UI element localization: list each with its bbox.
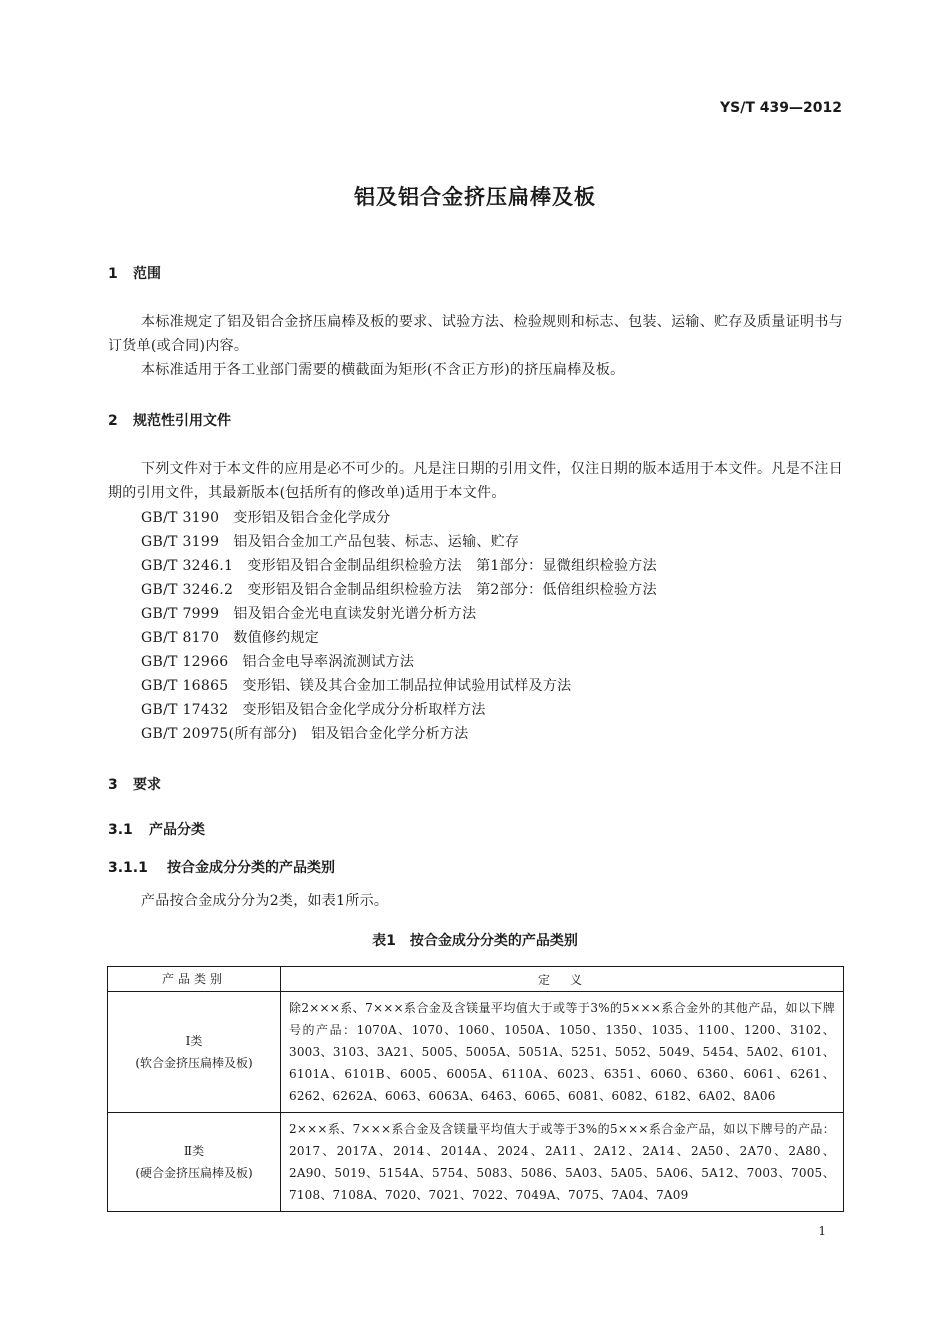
section-1-title: 范围 bbox=[133, 266, 161, 282]
section-1-paragraph-2: 本标准适用于各工业部门需要的横截面为矩形(不含正方形)的挤压扁棒及板。 bbox=[141, 362, 625, 378]
product-class-table bbox=[107, 966, 844, 1212]
section-3-heading bbox=[108, 774, 161, 794]
section-2-intro: 下列文件对于本文件的应用是必不可少的。凡是注日期的引用文件，仅注日期的版本适用于本文件。凡是不注日期的引用文件，其最新版本(包括所有的修改单)适用于本文件。 bbox=[108, 461, 843, 501]
reference-title: 数值修约规定 bbox=[233, 630, 320, 646]
reference-title: 变形铝及铝合金制品组织检验方法 第1部分：显微组织检验方法 bbox=[247, 558, 657, 574]
reference-title: 变形铝、镁及其合金加工制品拉伸试验用试样及方法 bbox=[242, 678, 572, 694]
section-1-paragraph-1: 本标准规定了铝及铝合金挤压扁棒及板的要求、试验方法、检验规则和标志、包装、运输、贮存及质量证明书与订货单(或合同)内容。 bbox=[108, 314, 843, 354]
section-3-1-heading bbox=[108, 819, 205, 839]
reference-title: 铝及铝合金加工产品包装、标志、运输、贮存 bbox=[233, 534, 520, 550]
section-1-number: 1 bbox=[108, 266, 118, 282]
normative-reference-list bbox=[141, 506, 841, 746]
reference-item bbox=[141, 578, 841, 602]
table-row bbox=[108, 992, 844, 1113]
section-2-number: 2 bbox=[108, 413, 118, 429]
section-3-1-1-number: 3.1.1 bbox=[108, 860, 148, 876]
section-2-heading bbox=[108, 410, 231, 430]
class-description: (硬合金挤压扁棒及板) bbox=[135, 1166, 253, 1180]
class-name: Ⅱ类 bbox=[183, 1144, 205, 1158]
reference-item bbox=[141, 506, 841, 530]
reference-item bbox=[141, 602, 841, 626]
section-1-heading bbox=[108, 263, 161, 283]
section-3-1-title: 产品分类 bbox=[149, 822, 205, 838]
reference-title: 铝及铝合金光电直读发射光谱分析方法 bbox=[233, 606, 477, 622]
reference-code: GB/T 17432 bbox=[141, 702, 229, 718]
section-3-1-1-text: 产品按合金成分分为2类，如表1所示。 bbox=[141, 893, 389, 909]
section-3-1-1-heading bbox=[108, 857, 335, 877]
class-name: Ⅰ类 bbox=[185, 1034, 203, 1048]
standard-number: YS/T 439—2012 bbox=[720, 100, 842, 116]
table-row bbox=[108, 1113, 844, 1212]
table-header-row bbox=[108, 967, 844, 992]
section-3-number: 3 bbox=[108, 777, 118, 793]
reference-item bbox=[141, 698, 841, 722]
class-cell bbox=[108, 992, 281, 1113]
reference-code: GB/T 7999 bbox=[141, 606, 220, 622]
reference-item bbox=[141, 554, 841, 578]
reference-item bbox=[141, 650, 841, 674]
document-title: 铝及铝合金挤压扁棒及板 bbox=[354, 185, 596, 209]
reference-code: GB/T 3199 bbox=[141, 534, 220, 550]
reference-item bbox=[141, 722, 841, 746]
reference-code: GB/T 16865 bbox=[141, 678, 229, 694]
reference-title: 铝合金电导率涡流测试方法 bbox=[242, 654, 415, 670]
class-cell bbox=[108, 1113, 281, 1212]
definition-cell: 除2×××系、7×××系合金及含镁量平均值大于或等于3%的5×××系合金外的其他产品，如以下牌号的产品：1070A、1070、1060、1050A、1050、1350、1035、1100、1200、3102、3003、3103、3A21、5005、5005A、5051A、5251、5052、5049、5454、5A02、6101、6101A、6101B、6005、6005A、6110A、6023、6351、6060、6360、6061、6261、6262、6262A、6063、6063A、6463、6065、6081、6082、6182、6A02、8A06 bbox=[281, 992, 844, 1113]
section-3-1-number: 3.1 bbox=[108, 822, 133, 838]
section-3-1-1-title: 按合金成分分类的产品类别 bbox=[167, 860, 335, 876]
reference-code: GB/T 3246.2 bbox=[141, 582, 234, 598]
reference-item bbox=[141, 674, 841, 698]
reference-title: 铝及铝合金化学分析方法 bbox=[311, 726, 469, 742]
header-product-class: 产品类别 bbox=[108, 967, 281, 992]
reference-title: 变形铝及铝合金化学成分 bbox=[233, 510, 391, 526]
page-number: 1 bbox=[818, 1224, 826, 1238]
reference-title: 变形铝及铝合金化学成分分析取样方法 bbox=[242, 702, 486, 718]
section-3-title: 要求 bbox=[133, 777, 161, 793]
reference-title: 变形铝及铝合金制品组织检验方法 第2部分：低倍组织检验方法 bbox=[247, 582, 657, 598]
class-description: (软合金挤压扁棒及板) bbox=[135, 1056, 253, 1070]
reference-item bbox=[141, 626, 841, 650]
header-definition: 定 义 bbox=[281, 967, 844, 992]
reference-code: GB/T 3246.1 bbox=[141, 558, 234, 574]
reference-code: GB/T 20975(所有部分) bbox=[141, 726, 298, 742]
reference-code: GB/T 8170 bbox=[141, 630, 220, 646]
table-1-caption: 表1 按合金成分分类的产品类别 bbox=[372, 933, 578, 949]
reference-code: GB/T 12966 bbox=[141, 654, 229, 670]
reference-item bbox=[141, 530, 841, 554]
section-2-title: 规范性引用文件 bbox=[133, 413, 231, 429]
reference-code: GB/T 3190 bbox=[141, 510, 220, 526]
definition-cell: 2×××系、7×××系合金及含镁量平均值大于或等于3%的5×××系合金产品，如以下牌号的产品：2017、2017A、2014、2014A、2024、2A11、2A12、2A14、2A50、2A70、2A80、2A90、5019、5154A、5754、5083、5086、5A03、5A05、5A06、5A12、7003、7005、7108、7108A、7020、7021、7022、7049A、7075、7A04、7A09 bbox=[281, 1113, 844, 1212]
